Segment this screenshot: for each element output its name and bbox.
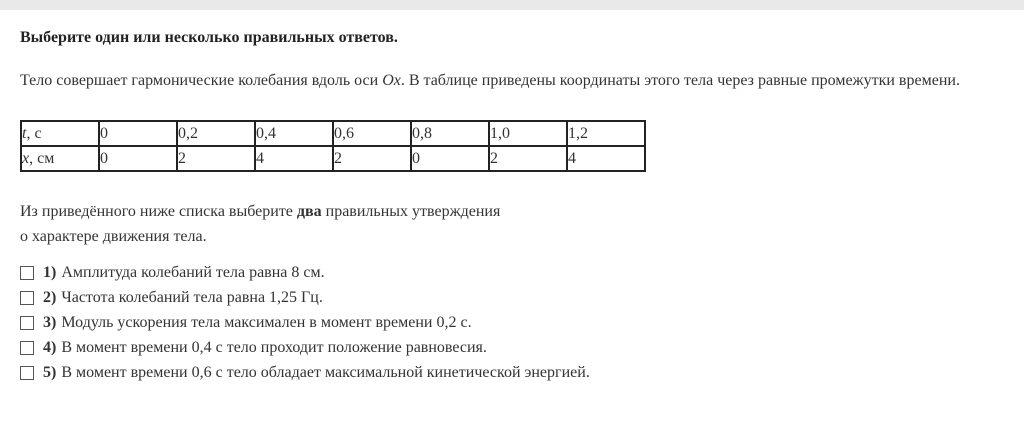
checkbox[interactable] [20,291,34,305]
table-cell: 0,4 [255,121,333,146]
question-text [20,68,1002,93]
prompt-line-2: о характере движения тела. [20,228,207,245]
option-number: 2) [43,288,57,306]
top-bar [0,0,1024,10]
option-text: В момент времени 0,6 с тело обладает максимальной кинетической энергией. [61,363,590,381]
prompt-part-2: правильных утверждения [321,203,501,220]
instruction-text: Выберите один или несколько правильных ответов. [20,29,398,46]
checkbox[interactable] [20,266,34,280]
table-cell: 0 [411,146,489,171]
option-number: 4) [43,338,57,356]
checkbox[interactable] [20,366,34,380]
answer-option-1[interactable] [20,260,1002,285]
coordinates-table [20,120,646,172]
option-number: 3) [43,313,57,331]
question-part-1: Тело совершает гармонические колебания вдоль оси [20,72,383,89]
table-cell: 0,2 [177,121,255,146]
checkbox[interactable] [20,316,34,330]
axis-label: Ox [382,72,401,89]
table-cell: 1,2 [567,121,645,146]
table-row [21,146,645,171]
table-cell: 0,6 [333,121,411,146]
table-unit: , с [26,125,42,142]
option-number: 5) [43,363,57,381]
option-number: 1) [43,263,57,281]
option-text: Модуль ускорения тела максимален в момент времени 0,2 с. [61,313,472,331]
answer-options [20,260,1002,385]
checkbox[interactable] [20,341,34,355]
table-cell: 1,0 [489,121,567,146]
table-cell [21,121,99,146]
table-cell: 0 [99,146,177,171]
answer-option-4[interactable] [20,335,1002,360]
table-cell: 2 [177,146,255,171]
option-text: Частота колебаний тела равна 1,25 Гц. [61,288,323,306]
option-text: В момент времени 0,4 с тело проходит положение равновесия. [61,338,487,356]
prompt-part-1: Из приведённого ниже списка выберите [20,203,297,220]
table-cell: 2 [333,146,411,171]
table-cell: 0,8 [411,121,489,146]
task-container [20,28,1002,385]
table-var: x [22,150,30,167]
table-row [21,121,645,146]
prompt-bold: два [296,203,322,220]
prompt-text [20,199,1002,249]
table-unit: , см [29,150,55,167]
table-cell: 2 [489,146,567,171]
table-cell: 4 [255,146,333,171]
table-var: t [22,125,27,142]
question-part-2: . В таблице приведены координаты этого тела через равные промежутки времени. [400,72,960,89]
option-text: Амплитуда колебаний тела равна 8 см. [61,263,325,281]
answer-option-5[interactable] [20,360,1002,385]
table-cell: 0 [99,121,177,146]
table-cell [21,146,99,171]
answer-option-3[interactable] [20,310,1002,335]
table-cell: 4 [567,146,645,171]
answer-option-2[interactable] [20,285,1002,310]
